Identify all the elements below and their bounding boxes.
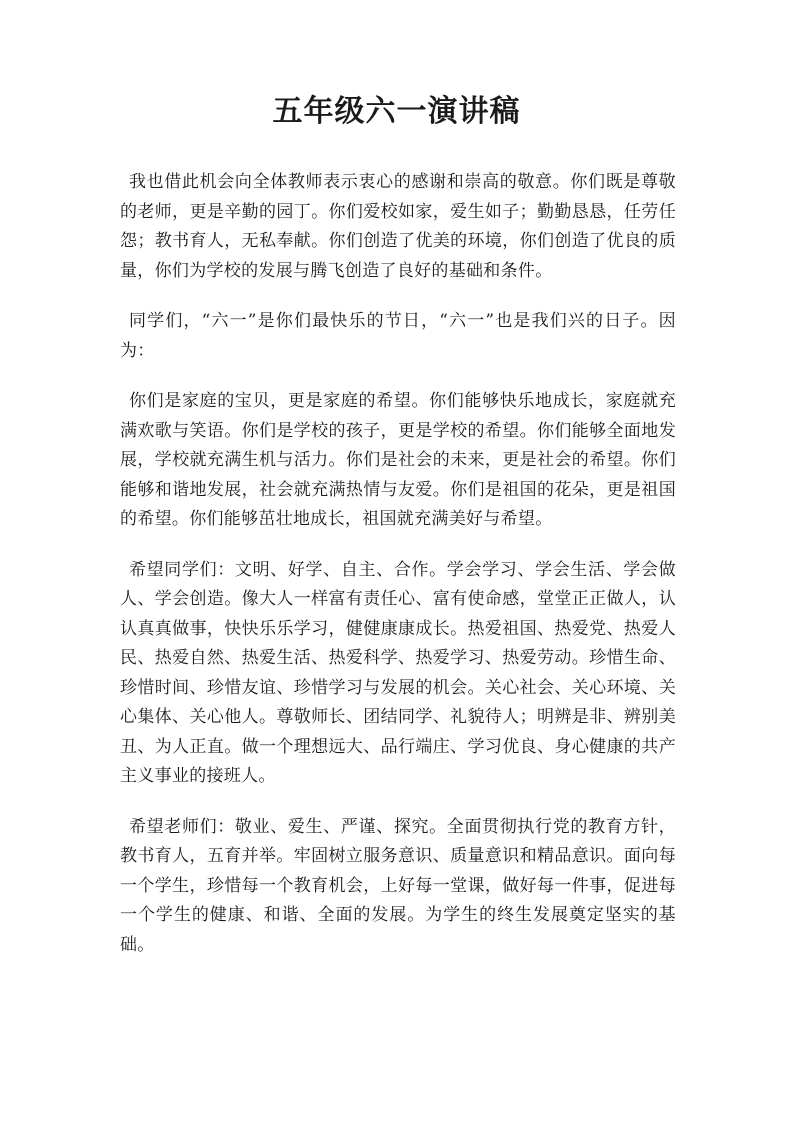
document-body [120,168,676,981]
document-title: 五年级六一演讲稿 [272,94,521,129]
paragraph-thanks-teachers: 我也借此机会向全体教师表示衷心的感谢和崇高的敬意。你们既是尊敬的老师，更是辛勤的园丁。你们爱校如家，爱生如子；勤勤恳恳，任劳任怨；教书育人，无私奉献。你们创造了优美的环境，你们创造了优良的质量，你们为学校的发展与腾飞创造了良好的基础和条件。 [120,172,676,281]
paragraph-hope-for-teachers: 希望老师们：敬业、爱生、严谨、探究。全面贯彻执行党的教育方针，教书育人，五育并举。牢固树立服务意识、质量意识和精品意识。面向每一个学生，珍惜每一个教育机会，上好每一堂课，做好每一件事，促进每一个学生的健康、和谐、全面的发展。为学生的终生发展奠定坚实的基础。 [120,816,676,955]
paragraph-hope-of-family: 你们是家庭的宝贝，更是家庭的希望。你们能够快乐地成长，家庭就充满欢歌与笑语。你们是学校的孩子，更是学校的希望。你们能够全面地发展，学校就充满生机与活力。你们是社会的未来，更是社会的希望。你们能够和谐地发展，社会就充满热情与友爱。你们是祖国的花朵，更是祖国的希望。你们能够茁壮地成长，祖国就充满美好与希望。 [120,391,676,529]
paragraph-children-day: 同学们，“六一”是你们最快乐的节日，“六一”也是我们兴的日子。因为： [120,311,676,361]
paragraph-hope-for-students: 希望同学们：文明、好学、自主、合作。学会学习、学会生活、学会做人、学会创造。像大人一样富有责任心、富有使命感，堂堂正正做人，认认真真做事，快快乐乐学习，健健康康成长。热爱祖国、热爱党、热爱人民、热爱自然、热爱生活、热爱科学、热爱学习、热爱劳动。珍惜生命、珍惜时间、珍惜友谊、珍惜学习与发展的机会。关心社会、关心环境、关心集体、关心他人。尊敬师长、团结同学、礼貌待人；明辨是非、辨别美丑、为人正直。做一个理想远大、品行端庄、学习优良、身心健康的共产主义事业的接班人。 [120,559,676,786]
